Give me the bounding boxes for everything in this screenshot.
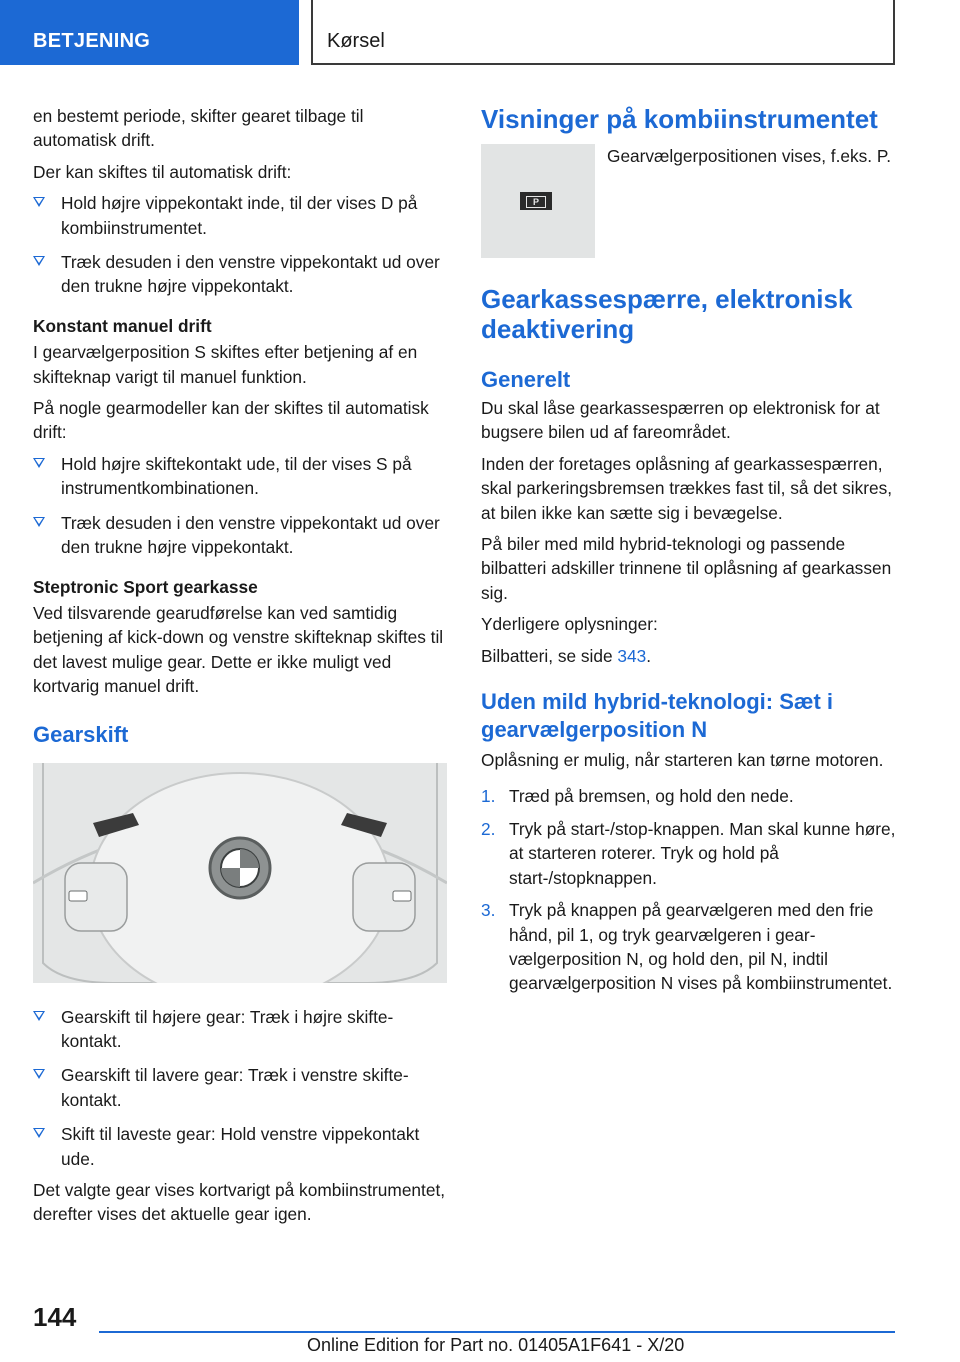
page-link[interactable]: 343 (617, 645, 647, 666)
paragraph: På nogle gearmodeller kan der skiftes til automatisk drift: (33, 398, 429, 443)
triangle-bullet-icon (33, 256, 45, 266)
bullet-list (33, 191, 447, 299)
triangle-bullet-icon (33, 1128, 45, 1138)
paragraph: I gearvælgerposition S skiftes efter betjening af en skifteknap varigt til manuel funktion. (33, 342, 418, 387)
footer-edition: Online Edition for Part no. 01405A1F641 - X/20 (307, 1335, 685, 1355)
bullet-list (33, 1005, 447, 1171)
paragraph: Inden der foretages oplåsning af gearkassespærren, skal parkeringsbremsen trækkes fast til, så det sikres, at bilen ikke kan sætte sig i bevægelse. (481, 453, 893, 523)
list-item: 1. Træd på bremsen, og hold den nede. (481, 786, 794, 807)
steering-wheel-illustration (33, 763, 447, 983)
display-caption: Gearvælgerpositionen vises, f.eks. P. (607, 146, 892, 166)
subheading-konstant: Konstant manuel drift (33, 315, 212, 336)
paragraph: Det valgte gear vises kortvarigt på kombiinstrumentet, derefter vises det aktuelle gear igen. (33, 1179, 446, 1225)
heading-generelt: Generelt (481, 367, 571, 392)
triangle-bullet-icon (33, 1069, 45, 1079)
park-indicator-icon: P (520, 192, 552, 210)
list-item: 2. Tryk på start-/stop-knappen. Man skal kunne høre, at starteren roterer. Tryk og hold på start-/stopknappen. (481, 818, 896, 888)
heading-uden-mild-hybrid: Uden mild hybrid-teknologi: Sæt i gearvælgerposition N (481, 689, 833, 743)
header-section-tab: BETJENING (0, 0, 299, 65)
triangle-bullet-icon (33, 1011, 45, 1021)
heading-gearkassespaerre: Gearkassespærre, elektronisk deaktivering (481, 284, 853, 344)
left-column (33, 104, 447, 1234)
paragraph: Du skal låse gearkassespærren op elektronisk for at bugsere bilen ud af fareområdet. (481, 398, 880, 443)
heading-gearskift: Gearskift (33, 721, 129, 747)
instrument-display-image (481, 144, 595, 258)
display-block (481, 144, 897, 258)
list-item: Træk desuden i den venstre vippekontakt ud over den trukne højre vippekontakt. (33, 511, 447, 560)
paragraph: Oplåsning er mulig, når starteren kan tørne motoren. (481, 750, 884, 771)
footer-divider (99, 1331, 895, 1333)
numbered-list (481, 784, 897, 995)
triangle-bullet-icon (33, 197, 45, 207)
list-item: 3. Tryk på knappen på gearvælgeren med den frie hånd, pil 1, og tryk gearvælgeren i gearvælgerposition N, og hold den, pil N, indtil gearvælgerposition N vises på kombiinstrumentet. (481, 900, 893, 994)
triangle-bullet-icon (33, 458, 45, 468)
paragraph: Yderligere oplysninger: (481, 614, 658, 635)
list-item: Træk desuden i den venstre vippekontakt ud over den trukne højre vippekontakt. (33, 250, 447, 299)
list-item: Skift til laveste gear: Hold venstre vippekontakt ude. (33, 1122, 447, 1171)
paragraph: en bestemt periode, skifter gearet tilbage til automatisk drift. (33, 106, 364, 151)
subheading-steptronic: Steptronic Sport gearkasse (33, 576, 258, 597)
paragraph: Ved tilsvarende gearudførelse kan ved samtidig betjening af kick-down og venstre skifteknap skiftes til det lavest mulige gear. Dette er ikke muligt ved kortvarig manuel drift. (33, 602, 444, 697)
paragraph-with-link: Bilbatteri, se side 343. (481, 645, 652, 666)
paragraph: Der kan skiftes til automatisk drift: (33, 161, 292, 182)
heading-visninger: Visninger på kombiinstrumentet (481, 104, 878, 134)
list-item: Gearskift til lavere gear: Træk i venstre skiftekontakt. (33, 1063, 447, 1112)
header-chapter-title: Kørsel (311, 0, 895, 65)
paragraph: På biler med mild hybrid-teknologi og passende bilbatteri adskiller trinnene til oplåsning af gearkassen sig. (481, 534, 892, 603)
triangle-bullet-icon (33, 517, 45, 527)
list-item: Hold højre skiftekontakt ude, til der vises S på instrumentkombinationen. (33, 452, 447, 501)
list-item: Hold højre vippekontakt inde, til der vises D på kombiinstrumentet. (33, 191, 447, 240)
bullet-list (33, 452, 447, 560)
steering-wheel-image (33, 763, 447, 983)
list-item: Gearskift til højere gear: Træk i højre skiftekontakt. (33, 1005, 447, 1054)
right-column (481, 104, 897, 1004)
page-number: 144 (33, 1302, 77, 1332)
